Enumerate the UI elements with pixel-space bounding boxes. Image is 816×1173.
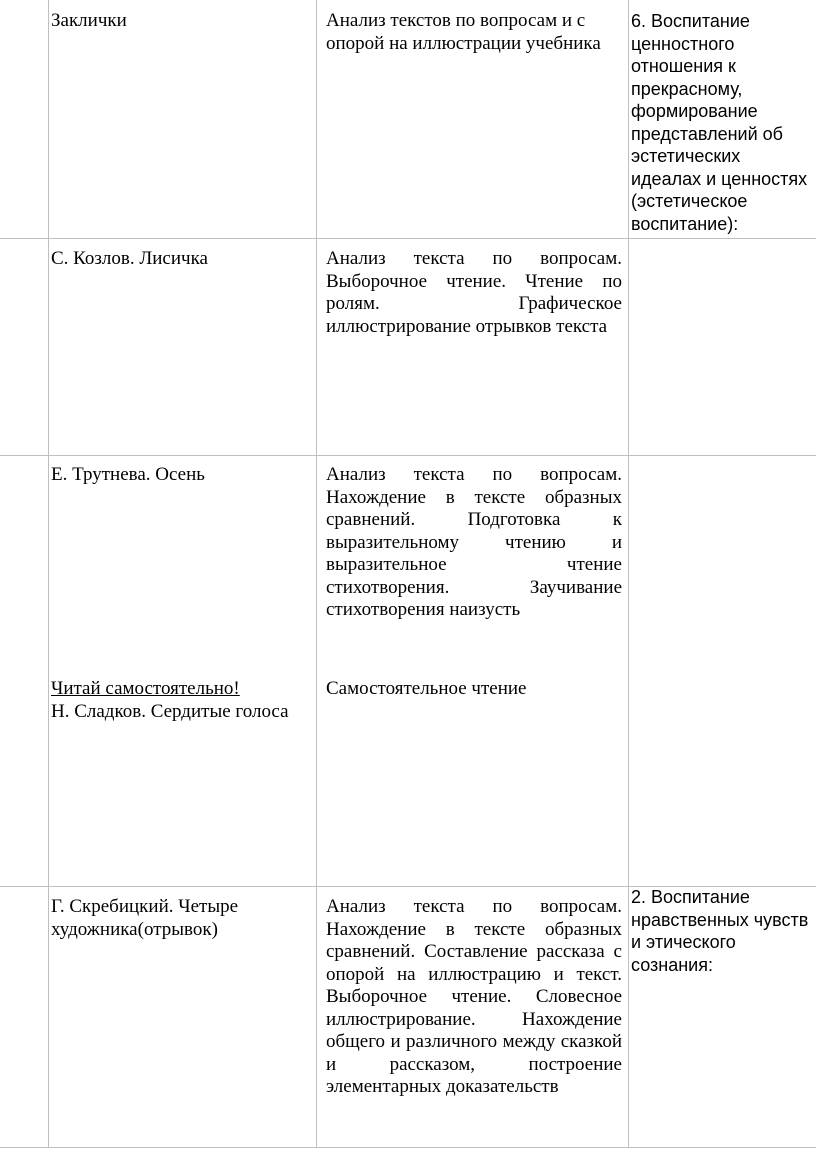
row1-education-line: отношения к: [631, 56, 736, 76]
row4-education: [631, 886, 816, 976]
table-border-col3: [628, 0, 629, 1148]
row1-education-line: эстетических: [631, 146, 741, 166]
row1-education-line: представлений об: [631, 123, 783, 144]
row3-extra-activity: Самостоятельное чтение: [326, 678, 527, 699]
read-independently-heading: Читай самостоятельно!: [51, 678, 240, 699]
row4-activity: Анализ текста по вопросам. Нахождение в тексте образных сравнений. Составление рассказа с опорой на иллюстрацию и текст. Выборочное чтение. Словесное иллюстрирование. Нахождение общего и различного между сказкой и рассказом, построение элементарных доказательств: [326, 896, 622, 1097]
table-border-left: [48, 0, 49, 1148]
table-border-bottom: [0, 1147, 816, 1148]
row1-education: [631, 10, 816, 235]
row4-education-line: и этического: [631, 932, 736, 952]
row1-education-line: воспитание):: [631, 213, 739, 234]
row2-topic: С. Козлов. Лисичка: [51, 248, 208, 269]
table-border-col2: [316, 0, 317, 1148]
row2-activity: Анализ текста по вопросам. Выборочное чтение. Чтение по ролям. Графическое иллюстрирование отрывков текста: [326, 248, 622, 337]
row3-activity: Анализ текста по вопросам. Нахождение в тексте образных сравнений. Подготовка к выразительному чтению и выразительное чтение стихотворения. Заучивание стихотворения наизусть: [326, 464, 622, 620]
row1-education-line: (эстетическое: [631, 191, 748, 211]
row4-education-line: сознания:: [631, 954, 713, 975]
table-border-row2: [0, 455, 816, 456]
table-border-row1: [0, 238, 816, 239]
row3-extra: [51, 678, 309, 723]
row4-education-line: 2. Воспитание: [631, 887, 750, 907]
row4-topic: Г. Скребицкий. Четыре художника(отрывок): [51, 896, 239, 940]
row1-education-line: прекрасному,: [631, 78, 743, 99]
row1-education-line: ценностного: [631, 33, 735, 54]
row1-activity: Анализ текстов по вопросам и с опорой на иллюстрации учебника: [326, 10, 601, 54]
row1-education-line: формирование: [631, 101, 758, 121]
row4-education-line: нравственных чувств: [631, 909, 809, 930]
row3-topic: Е. Трутнева. Осень: [51, 464, 205, 485]
row3-extra-topic: Н. Сладков. Сердитые голоса: [51, 700, 289, 722]
row1-education-line: идеалах и ценностях: [631, 168, 808, 189]
row1-topic: Заклички: [51, 10, 127, 31]
row1-education-line: 6. Воспитание: [631, 11, 750, 31]
